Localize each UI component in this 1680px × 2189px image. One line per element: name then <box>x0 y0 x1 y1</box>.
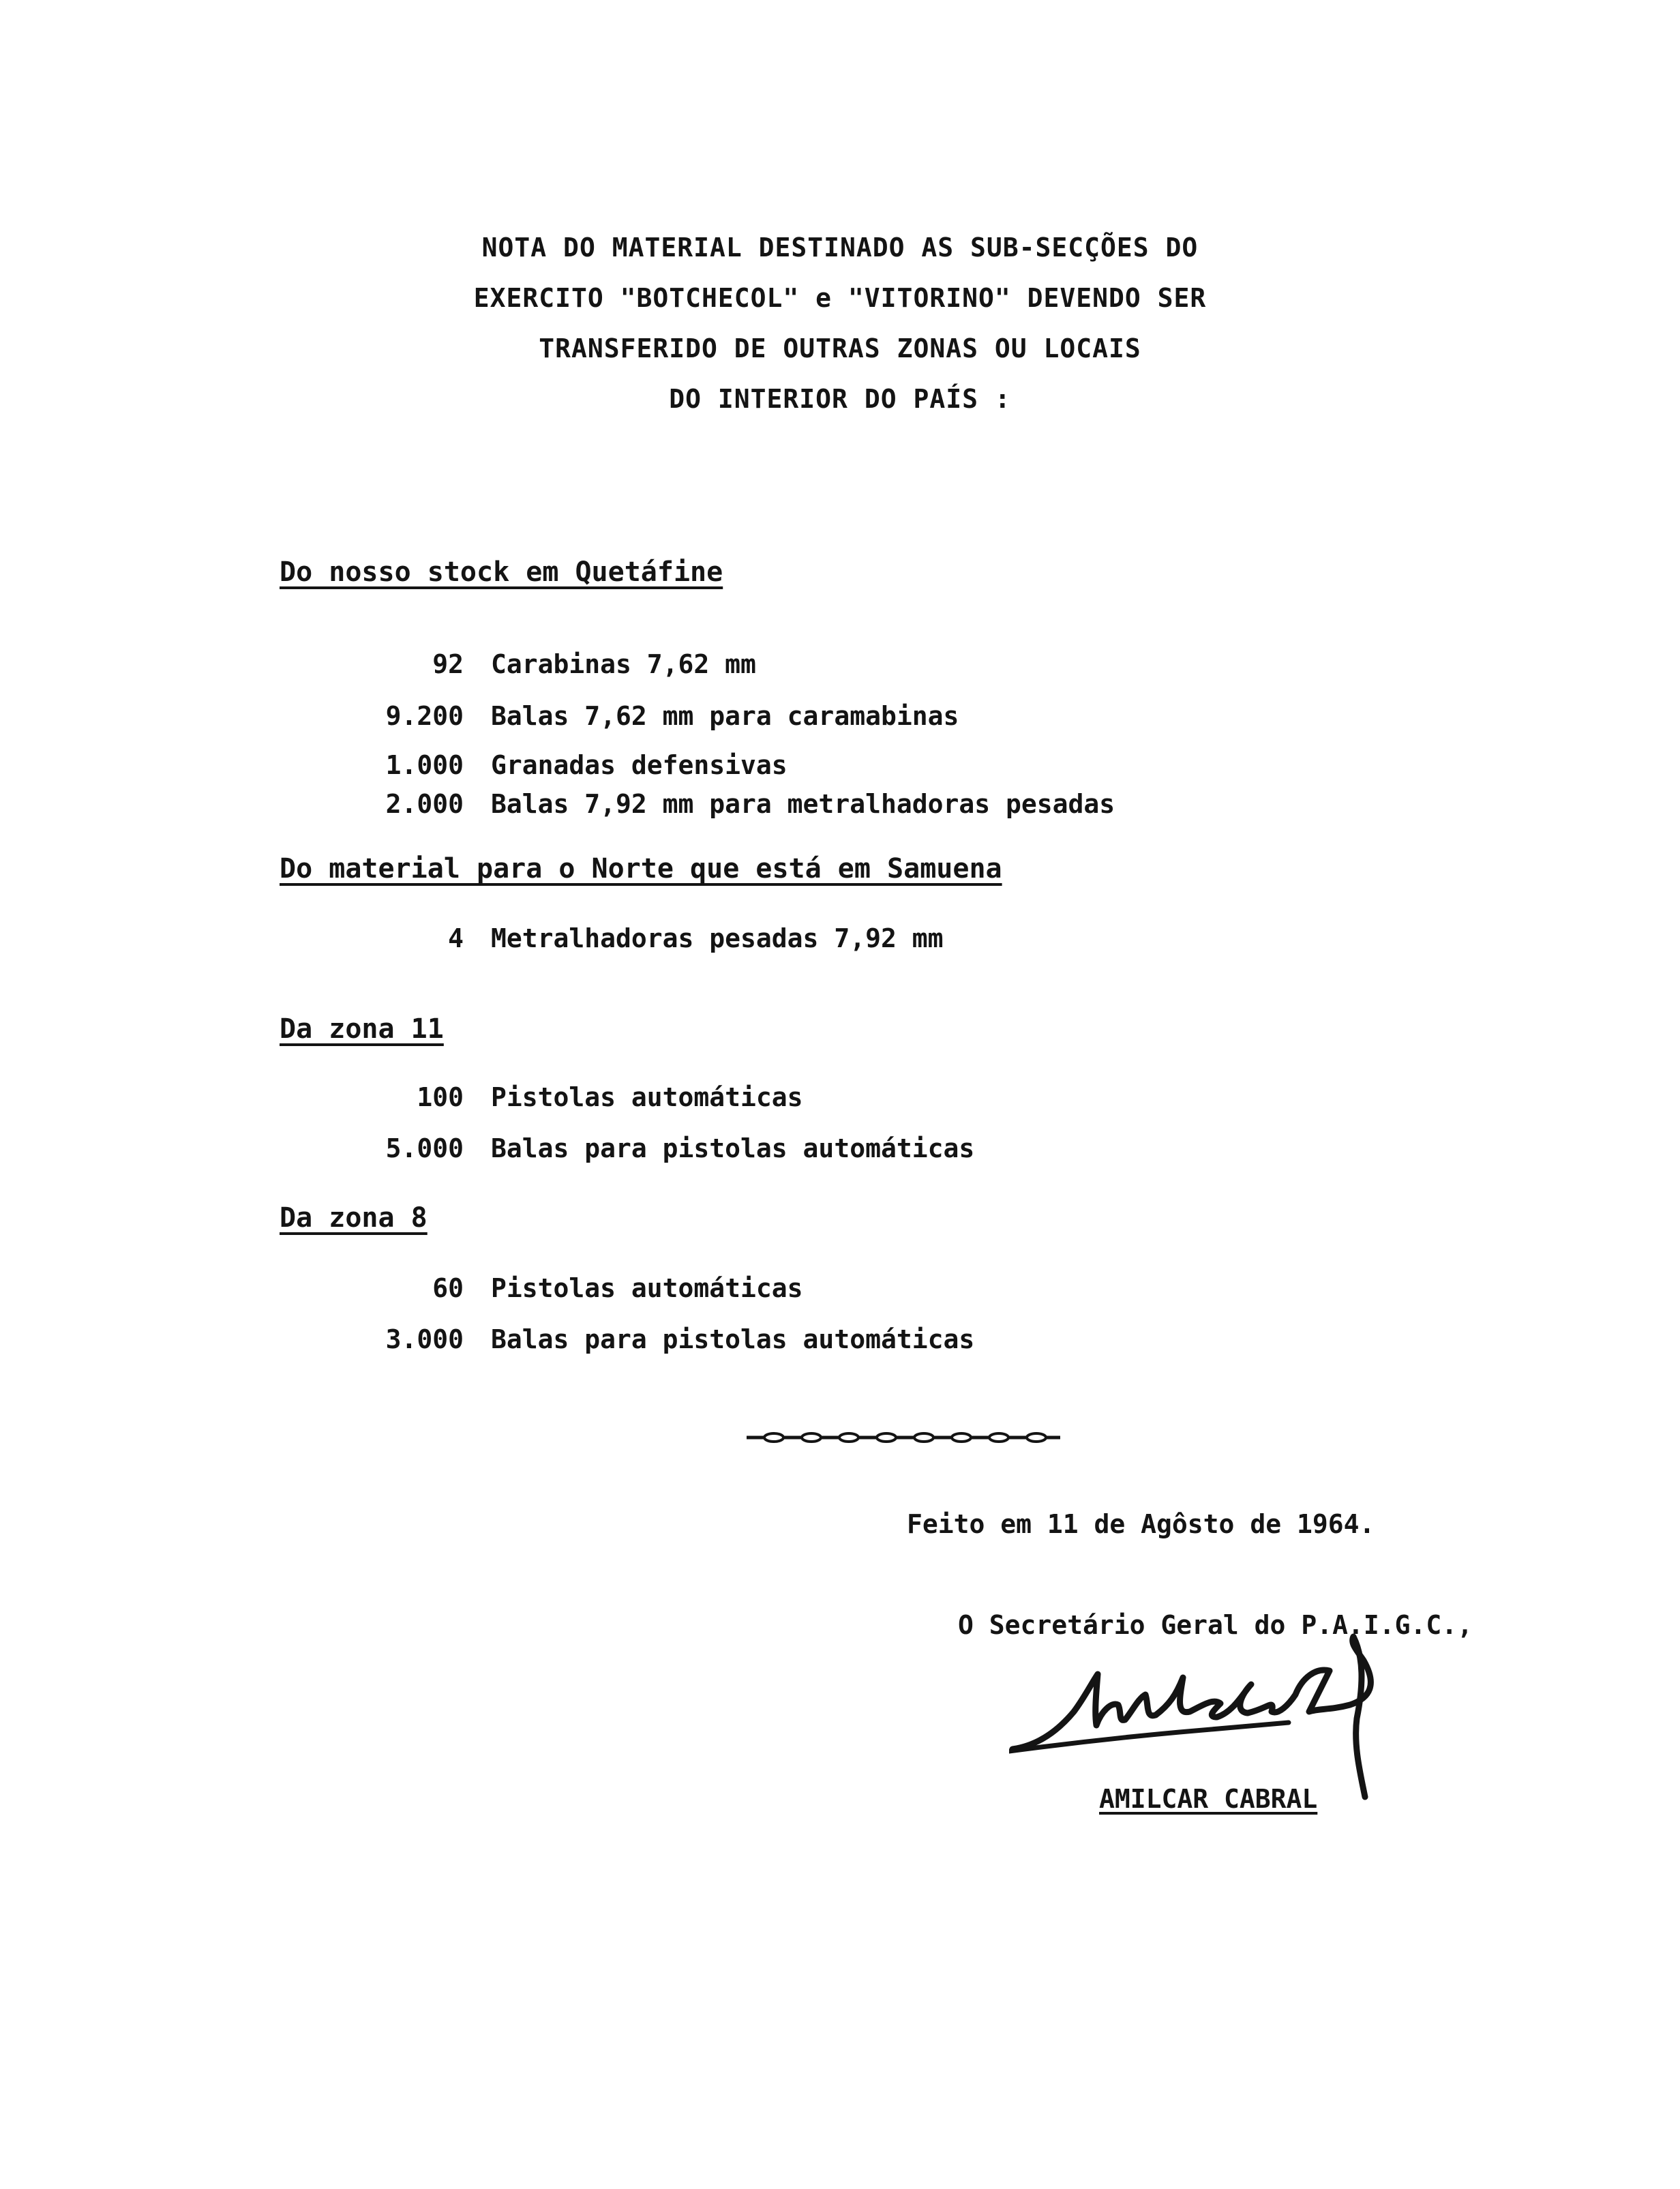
item-quantity: 4 <box>448 923 464 953</box>
item-quantity: 100 <box>417 1082 464 1112</box>
title-line-2: EXERCITO "BOTCHECOL" e "VITORINO" DEVENDO SER <box>473 283 1207 313</box>
title-line-3: TRANSFERIDO DE OUTRAS ZONAS OU LOCAIS <box>539 333 1141 363</box>
item-quantity: 3.000 <box>385 1324 464 1354</box>
item-quantity: 60 <box>432 1273 464 1303</box>
item-description: Balas 7,92 mm para metralhadoras pesadas <box>491 789 1115 819</box>
section-heading-zone-8: Da zona 8 <box>280 1202 427 1234</box>
section-heading-north: Do material para o Norte que está em Samuena <box>280 853 1002 884</box>
item-description: Pistolas automáticas <box>491 1082 803 1112</box>
item-description: Metralhadoras pesadas 7,92 mm <box>491 923 944 953</box>
title-line-4: DO INTERIOR DO PAÍS : <box>669 384 1011 414</box>
item-quantity: 92 <box>432 649 464 679</box>
title-line-1: NOTA DO MATERIAL DESTINADO AS SUB-SECÇÕES DO <box>481 233 1199 263</box>
section-heading-stock: Do nosso stock em Quetáfine <box>280 556 723 588</box>
item-description: Balas 7,62 mm para caramabinas <box>491 701 959 731</box>
item-quantity: 2.000 <box>385 789 464 819</box>
item-quantity: 1.000 <box>385 750 464 780</box>
handwritten-signature <box>1009 1630 1418 1807</box>
date-line: Feito em 11 de Agôsto de 1964. <box>907 1509 1375 1539</box>
item-description: Balas para pistolas automáticas <box>491 1133 975 1163</box>
item-description: Balas para pistolas automáticas <box>491 1324 975 1354</box>
section-heading-zone-11: Da zona 11 <box>280 1013 444 1045</box>
item-quantity: 9.200 <box>385 701 464 731</box>
separator-line <box>747 1431 1060 1444</box>
item-description: Carabinas 7,62 mm <box>491 649 756 679</box>
item-description: Granadas defensivas <box>491 750 787 780</box>
signatory-title: O Secretário Geral do P.A.I.G.C., <box>958 1610 1473 1640</box>
item-quantity: 5.000 <box>385 1133 464 1163</box>
item-description: Pistolas automáticas <box>491 1273 803 1303</box>
signature-name: AMILCAR CABRAL <box>1099 1784 1318 1814</box>
